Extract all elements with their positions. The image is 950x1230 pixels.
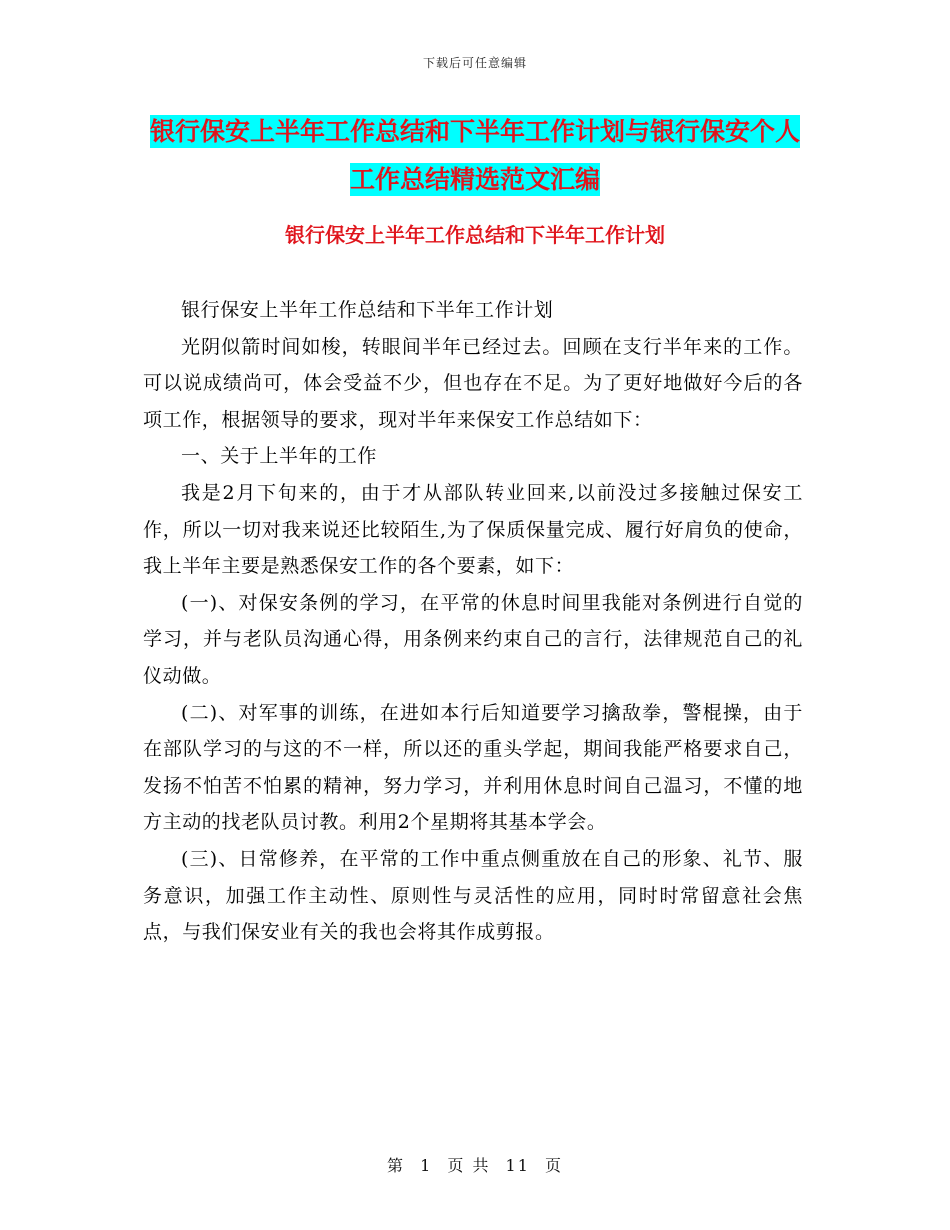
- body-paragraph: (三)、日常修养，在平常的工作中重点侧重放在自己的形象、礼节、服务意识，加强工作主动性、原则性与灵活性的应用，同时时常留意社会焦点，与我们保安业有关的我也会将其作成剪报。: [143, 847, 803, 944]
- footer-suffix: 页: [545, 1156, 564, 1175]
- body-paragraph: 我是2月下旬来的，由于才从部队转业回来,以前没过多接触过保安工作，所以一切对我来说还比较陌生,为了保质保量完成、履行好肩负的使命，我上半年主要是熟悉保安工作的各个要素，如下：: [143, 481, 803, 578]
- footer-prefix: 第: [386, 1156, 405, 1175]
- body-paragraph: (二)、对军事的训练，在进如本行后知道要学习擒敌拳，警棍操，由于在部队学习的与这的不一样，所以还的重头学起，期间我能严格要求自己，发扬不怕苦不怕累的精神，努力学习，并利用休息时间自己温习，不懂的地方主动的找老队员讨教。利用2个星期将其基本学会。: [143, 701, 803, 834]
- page-footer: [0, 1153, 950, 1176]
- page-number: 1: [420, 1156, 433, 1175]
- body-paragraph: 银行保安上半年工作总结和下半年工作计划: [181, 299, 554, 321]
- document-body: [143, 292, 803, 951]
- body-paragraph: 光阴似箭时间如梭，转眼间半年已经过去。回顾在支行半年来的工作。可以说成绩尚可，体会受益不少，但也存在不足。为了更好地做好今后的各项工作，根据领导的要求，现对半年来保安工作总结如下：: [143, 335, 803, 431]
- footer-middle: 页 共: [447, 1156, 491, 1175]
- section-heading: 一、关于上半年的工作: [181, 445, 378, 468]
- body-paragraph: (一)、对保安条例的学习，在平常的休息时间里我能对条例进行自觉的学习，并与老队员沟通心得，用条例来约束自己的言行，法律规范自己的礼仪动做。: [143, 591, 803, 687]
- section-title: 银行保安上半年工作总结和下半年工作计划: [285, 223, 665, 247]
- document-title: [140, 108, 810, 204]
- page-total: 11: [505, 1156, 530, 1175]
- document-title-text: 银行保安上半年工作总结和下半年工作计划与银行保安个人工作总结精选范文汇编: [149, 117, 800, 194]
- header-note: 下载后可任意编辑: [422, 56, 527, 70]
